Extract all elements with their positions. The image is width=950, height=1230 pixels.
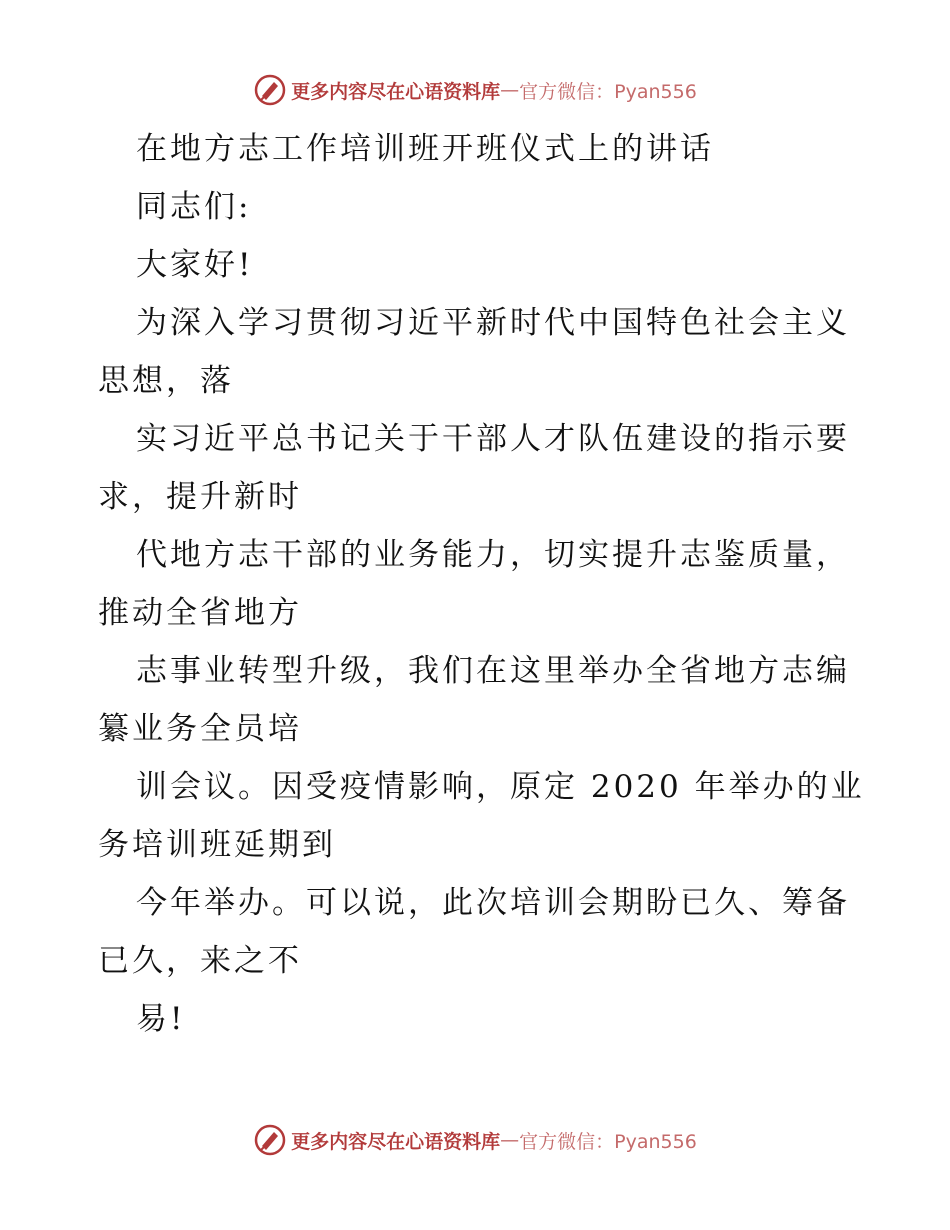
watermark-brand: 更多内容尽在心语资料库 [291, 1130, 501, 1153]
paragraph-line: 思想，落 [98, 363, 234, 399]
paragraph-line: 今年举办。可以说，此次培训会期盼已久、筹备 [136, 885, 850, 921]
paragraph-line: 易! [136, 1001, 186, 1037]
greeting: 大家好! [136, 247, 254, 283]
paragraph-line: 推动全省地方 [98, 595, 302, 631]
watermark-separator: — [500, 79, 520, 101]
paragraph-line: 求，提升新时 [98, 479, 302, 515]
paragraph-line: 训会议。因受疫情影响，原定 2020 年举办的业 [136, 769, 865, 805]
watermark-contact: 官方微信：Pyan556 [519, 1130, 697, 1153]
paragraph-line: 志事业转型升级，我们在这里举办全省地方志编 [136, 653, 850, 689]
header-watermark [0, 70, 950, 110]
paragraph-line: 实习近平总书记关于干部人才队伍建设的指示要 [136, 421, 850, 457]
doc-title: 在地方志工作培训班开班仪式上的讲话 [136, 131, 714, 167]
document-body [98, 120, 865, 1048]
paragraph-line: 代地方志干部的业务能力，切实提升志鉴质量， [136, 537, 850, 573]
paragraph-line: 纂业务全员培 [98, 711, 302, 747]
paragraph-line: 务培训班延期到 [98, 827, 336, 863]
pen-seal-icon [253, 1123, 287, 1157]
pen-seal-icon [253, 73, 287, 107]
watermark-separator: — [500, 1129, 520, 1151]
paragraph-line: 为深入学习贯彻习近平新时代中国特色社会主义 [136, 305, 850, 341]
watermark-contact: 官方微信：Pyan556 [519, 80, 697, 103]
footer-watermark [0, 1120, 950, 1160]
paragraph-line: 已久，来之不 [98, 943, 302, 979]
watermark-brand: 更多内容尽在心语资料库 [291, 80, 501, 103]
salutation: 同志们: [136, 189, 252, 225]
